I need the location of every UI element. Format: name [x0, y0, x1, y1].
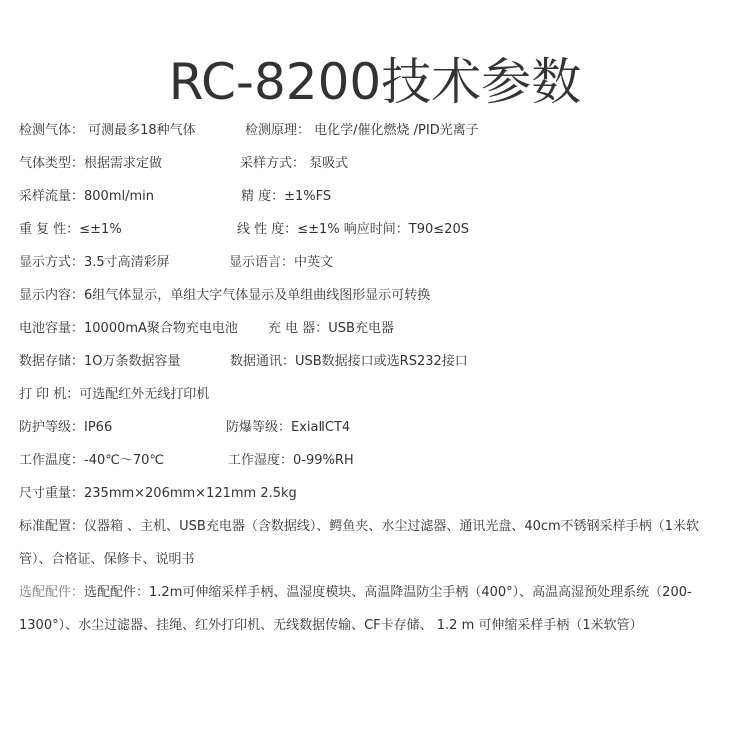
page-title: RC-8200技术参数: [168, 53, 582, 111]
spec-charger: 充 电 器：USB充电器: [268, 321, 394, 336]
spec-row-display-content: [19, 283, 731, 316]
spec-explosion-level: 防爆等级：ExiaⅡCT4: [226, 420, 351, 435]
spec-display-language: 显示语言：中英文: [229, 255, 334, 270]
spec-display-mode: 显示方式：3.5寸高清彩屏: [19, 255, 170, 270]
spec-row-flow: [19, 184, 731, 217]
spec-row-size: [19, 481, 731, 514]
spec-list: [19, 118, 731, 642]
spec-optional-label: 选配配件：: [19, 585, 85, 600]
spec-accuracy: 精 度：±1%FS: [241, 189, 332, 204]
spec-row-protection: [19, 415, 731, 448]
spec-working-temperature: 工作温度：-40℃～70℃: [19, 453, 164, 468]
spec-linearity-response: 线 性 度：≤±1% 响应时间：T90≤20S: [237, 222, 469, 237]
spec-detect-principle: 检测原理： 电化学/催化燃烧 /PID光离子: [245, 123, 479, 138]
spec-optional-config: [19, 576, 731, 642]
spec-detect-gas: 检测气体： 可测最多18种气体: [19, 123, 196, 138]
spec-row-printer: [19, 382, 731, 415]
spec-sampling-flow: 采样流量：800ml/min: [19, 189, 154, 204]
spec-protection-level: 防护等级：IP66: [19, 420, 113, 435]
spec-working-humidity: 工作湿度：0-99%RH: [228, 453, 354, 468]
spec-gas-type: 气体类型：根据需求定做: [19, 156, 163, 171]
spec-standard-config: 标准配置：仪器箱 、主机、USB充电器（含数据线）、鳄鱼夹、水尘过滤器、通讯光盘、40cm不锈钢采样手柄（1米软管）、合格证、保修卡、说明书: [19, 519, 699, 567]
spec-data-storage: 数据存储：1O万条数据容量: [19, 354, 181, 369]
spec-printer: 打 印 机：可选配红外无线打印机: [19, 387, 210, 402]
spec-battery: 电池容量：10000mA聚合物充电电池: [19, 321, 238, 336]
spec-data-comm: 数据通讯：USB数据接口或选RS232接口: [230, 354, 468, 369]
spec-repeatability: 重 复 性：≤±1%: [19, 222, 122, 237]
spec-row-repeatability: [19, 217, 731, 250]
spec-row-display: [19, 250, 731, 283]
spec-optional-text: 选配配件：1.2m可伸缩采样手柄、温湿度模块、高温降温防尘手柄（400°）、高温高湿预处理系统（200-1300°）、水尘过滤器、挂绳、红外打印机、无线数据传输、CF卡存储、 1.2 m 可伸缩采样手柄（1米软管）: [19, 585, 692, 633]
spec-row-storage: [19, 349, 731, 382]
spec-size-weight: 尺寸重量：235mm×206mm×121mm 2.5kg: [19, 486, 297, 501]
spec-row-gas-type: [19, 151, 731, 184]
spec-sampling-method: 采样方式： 泵吸式: [240, 156, 349, 171]
spec-row-temperature: [19, 448, 731, 481]
spec-row-detect-gas: [19, 118, 731, 151]
spec-display-content: 显示内容：6组气体显示，单组大字气体显示及单组曲线图形显示可转换: [19, 288, 431, 303]
spec-row-battery: [19, 316, 731, 349]
